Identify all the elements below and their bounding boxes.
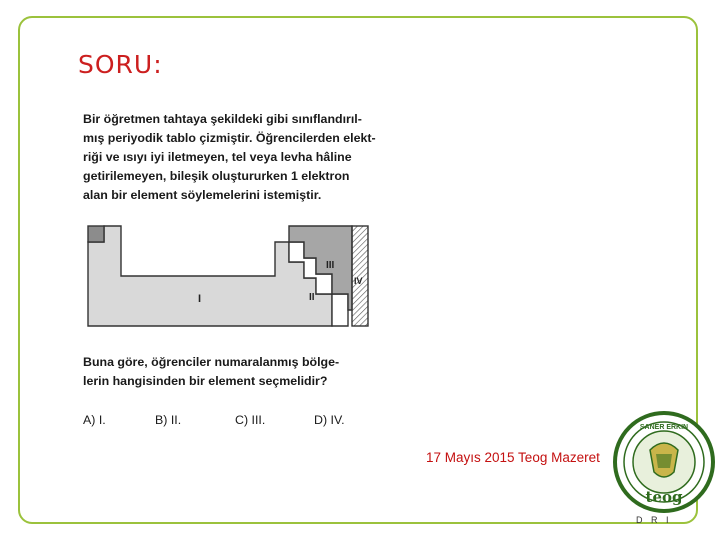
option-d[interactable]: D) IV. (314, 413, 345, 427)
periodic-table-diagram (84, 222, 374, 332)
question-line: riği ve ısıyı iyi iletmeyen, tel veya levha hâline (83, 150, 352, 164)
region-label-IV: IV (354, 276, 363, 286)
footer-date: 17 Mayıs 2015 Teog Mazeret (426, 450, 600, 465)
hydrogen-cell (88, 226, 104, 242)
logo-center-text: teog (645, 488, 683, 506)
prompt-line: lerin hangisinden bir element seçmelidir? (83, 374, 328, 388)
option-c[interactable]: C) III. (235, 413, 266, 427)
slide-title: SORU: (78, 50, 163, 79)
region-label-II: II (309, 292, 315, 303)
question-text (83, 110, 383, 205)
option-a[interactable]: A) I. (83, 413, 106, 427)
logo-ring-text: SANER ERKIN (639, 424, 689, 431)
prompt-line: Buna göre, öğrenciler numaralanmış bölge- (83, 355, 340, 369)
region-label-I: I (198, 293, 202, 305)
question-line: mış periyodik tablo çizmiştir. Öğrencilerden elekt- (83, 131, 376, 145)
question-line: Bir öğretmen tahtaya şekildeki gibi sınıflandırıl- (83, 112, 362, 126)
region-label-III: III (326, 260, 335, 271)
option-b[interactable]: B) II. (155, 413, 182, 427)
question-line: alan bir element söylemelerini istemiştir. (83, 188, 322, 202)
teog-logo-icon (612, 410, 716, 514)
prompt-text (83, 353, 383, 391)
logo-caption: D R I (636, 515, 672, 525)
question-line: getirilemeyen, bileşik oluştururken 1 elektron (83, 169, 350, 183)
